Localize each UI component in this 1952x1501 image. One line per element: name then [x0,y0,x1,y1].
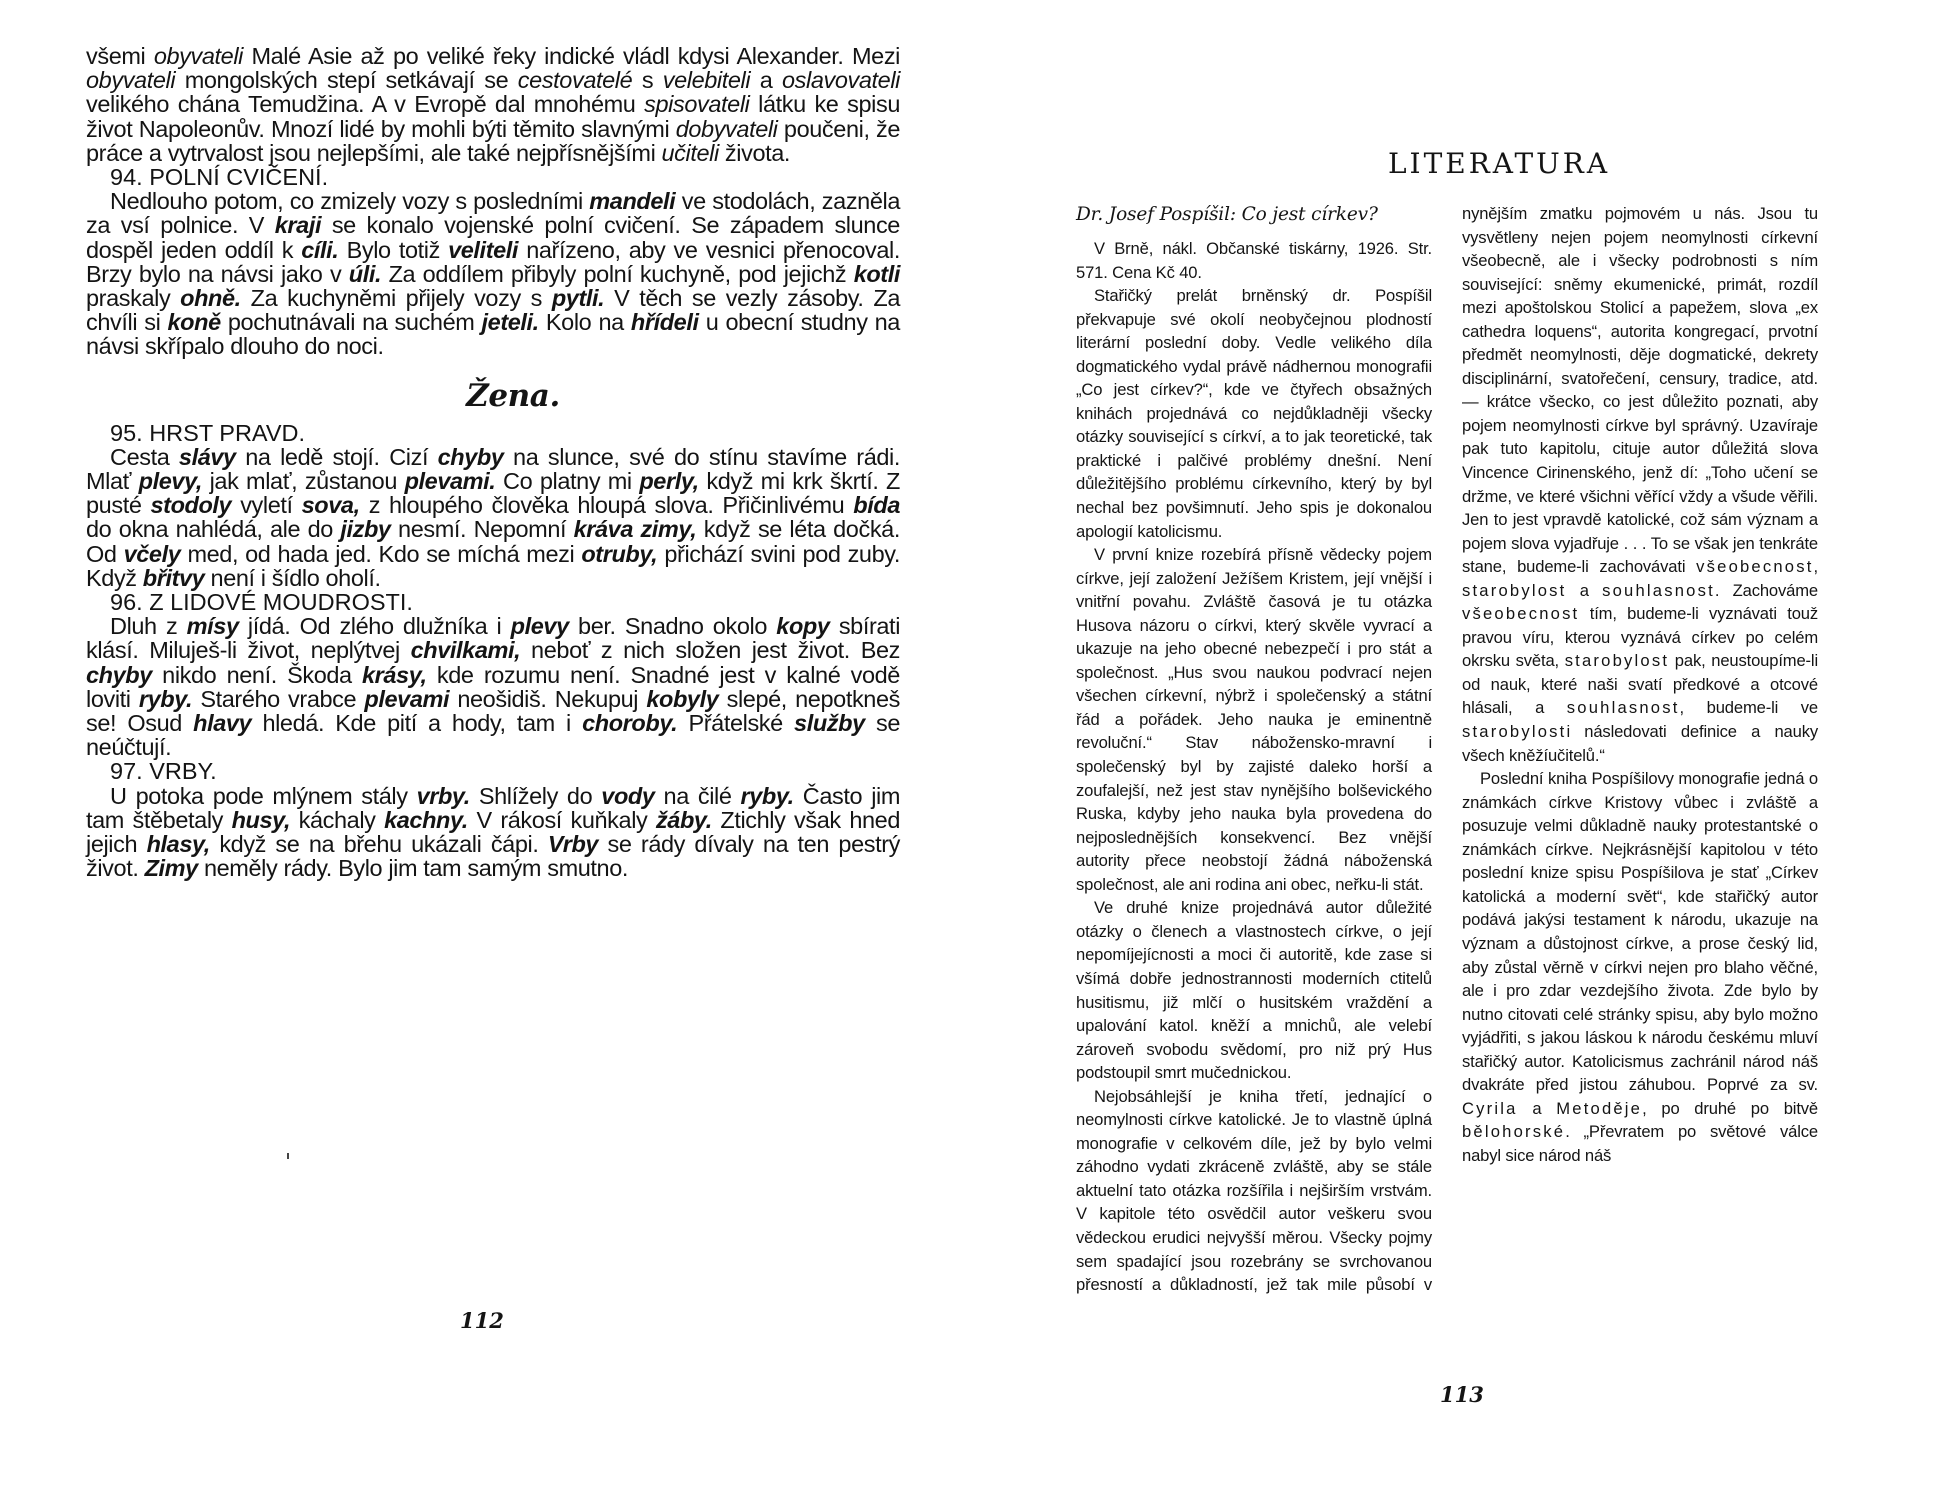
paragraph-intro: všemi obyvateli Malé Asie až po veliké řeky indické vládl kdysi Alexander. Mezi obyvateli mongolských stepí setkávají se cestovatelé s velebiteli a oslavovateli velikého chána Temudžina. A v Evropě dal mnohému spisovateli látku ke spisu život Napoleonův. Mnozí lidé by mohli býti těmito slavnými dobyvateli poučeni, že práce a vytrvalost jsou nejlepšími, ale také nejpřísnějšími učiteli života. [86,43,901,166]
paragraph-95: Cesta slávy na ledě stojí. Cizí chyby na slunce, své do stínu stavíme rádi. Mlať plevy, jak mlať, zůstanou plevami. Co platny mi perly, když mi krk škrtí. Z pusté stodoly vyletí sova, z hloupého člověka hloupá slova. Přičinlivému bída do okna nahlédá, ale do jizby nesmí. Nepomní kráva zimy, když se léta dočká. Od včely med, od hada jed. Kdo se míchá mezi otruby, přichází svini pod zuby. Když břitvy není i šídlo oholí. [86,443,901,591]
review-paragraph-4: Nejobsáhlejší je kniha třetí, jednající o neomylnosti církve katolické. Je to vlastně úplná monografie v celkovém díle, jež by bylo velmi záhodno vydati zkráceně zvláště, aby se stále aktuelní tato otázka rozšířila i nejširším vrstvám. V kapitole této osvědčil autor veškeru svou vědeckou erudici nejvyšší měrou. Všecky pojmy sem spadající jsou rozebrány se svrchovanou přesností a důkladností, jež tak mile působí v nynějším zmatku pojmovém u nás. Jsou tu vysvětleny nejen pojem neomylnosti církevní všeobecně, ale i všecky podrobnosti s ním související: sněmy ekumenické, primát, rozdíl mezi apoštolskou Stolicí a papežem, slova „ex cathedra loquens“, autorita kongregací, prvotní předmět neomylnosti, děje dogmatické, dekrety disciplinární, svatořečení, censury, tradice, atd. — krátce všecko, co jest důležito poznati, aby pojem neomylnosti církve byl správný. Uzavíraje pak tuto kapitolu, cituje autor důležitá slova Vincence Cirinenského, jenž dí: „Toho učení se držme, ve které všichni věřící vždy a všude věřili. Jen to jest vpravdě katolické, což sám význam a pojem slova vyjadřuje . . . To se však jen tenkráte stane, budeme-li zachovávati všeobecnost, starobylost a souhlasnost. Zachováme všeobecnost tím, budeme-li vyznávati touž pravou víru, kterou vyznává církev po celém okrsku světa, starobylost pak, neustoupíme-li od nauk, které naši svatí předkové a otcové hlásali, a souhlasnost, budeme-li ve starobylosti následovati definice a nauky všech kněžíučitelů.“ [1076,204,1818,1295]
heading-95: 95. HRST PRAVD. [110,419,306,446]
heading-94: 94. POLNÍ CVIČENÍ. [110,164,329,191]
left-page-text [86,44,900,881]
right-page [976,0,1952,1501]
paragraph-97: U potoka pode mlýnem stály vrby. Shlížely do vody na čilé ryby. Často jim tam štěbetaly husy, káchaly kachny. V rákosí kuňkaly žáby. Ztichly však hned jejich hlasy, když se na břehu ukázali čápi. Vrby se rády dívaly na ten pestrý život. Zimy neměly rády. Bylo jim tam samým smutno. [86,782,901,882]
page-title: LITERATURA [1387,147,1611,180]
review-paragraph-5: Poslední kniha Pospíšilovy monografie jedná o známkách církve Kristovy vůbec i zvláště a posuzuje velmi důkladně nauky protestantské o známkách církve. Nejkrásnější kapitolou v této poslední knize spisu Pospíšilova je stať „Církev katolická a moderní svět“, kde stařičký autor podává jakýsi testament k národu, ukazuje na význam a důstojnost církve, a prose český lid, aby zůstal věrně v církvi nejen pro blaho věčné, ale i pro zdar vezdejšího života. Zde bylo by nutno citovati celé stránky spisu, aby bylo možno vyjádřiti, s jakou láskou k národu českému mluví stařičký autor. Katolicismus zachránil národ náš dvakráte před jistou záhubou. Poprvé za sv. Cyrila a Metoděje, po druhé po bitvě bělohorské. „Převratem po světové válce nabyl sice národ náš [1462,769,1819,1165]
book-heading: Dr. Josef Pospíšil: Co jest církev? [1076,204,1378,225]
print-speck [287,1153,289,1159]
review-paragraph-1: Stařičký prelát brněnský dr. Pospíšil překvapuje své okolí neobyčejnou plodností literární poslední doby. Vedle velikého díla dogmatického vydal právě nádhernou monografii „Co jest církev?“, kde ve čtyřech obsažných knihách projednává co nejdůkladněji všecky otázky související s církví, a to jak teoretické, tak praktické i palčivé problémy dnešní. Není důležitějšího problému církevního, který by byl nechal bez povšimnutí. Jeho spis je dokonalou apologií katolicismu. [1076,286,1432,541]
review-paragraph-2: V první knize rozebírá přísně vědecky pojem církve, její založení Ježíšem Kristem, její vnější i vnitřní povahu. Zvláště časová je tu otázka Husova názoru o církvi, který skvěle vyvrací a ukazuje na jeho obecné nebezpečí i pro stát a společnost. „Hus svou naukou podvrací nejen všechen církevní, nýbrž i společenský a státní řád a pořádek. Jeho nauka je eminentně revoluční.“ Stav nábožensko-mravní i společenský byl by zajisté daleko horší a zoufalejší, než jest stav nynějšího bolševického Ruska, kdyby jeho nauka byla provedena do nejposlednějších konsekvencí. Bez vnější autority přece neobstojí žádná náboženská společnost, ale ani rodina ani obec, neřku-li stát. [1076,545,1432,894]
review-columns [1076,202,1818,1312]
section-title: Žena. [466,377,560,414]
paragraph-94: Nedlouho potom, co zmizely vozy s posledními mandeli ve stodolách, zazněla za vsí polnice. V kraji se konalo vojenské polní cvičení. Se západem slunce dospěl jeden oddíl k cíli. Bylo totiž veliteli nařízeno, aby ve vesnici přenocoval. Brzy bylo na návsi jako v úli. Za oddílem přibyly polní kuchyně, pod jejichž kotli praskaly ohně. Za kuchyněmi přijely vozy s pytli. V těch se vezly zásoby. Za chvíli si koně pochutnávali na suchém jeteli. Kolo na hřídeli u obecní studny na návsi skřípalo dlouho do noci. [86,188,900,360]
paragraph-96: Dluh z mísy jídá. Od zlého dlužníka i plevy ber. Snadno okolo kopy sbírati klásí. Miluješ-li život, neplýtvej chvilkami, neboť z nich složen jest život. Bez chyby nikdo není. Škoda krásy, kde rozumu není. Snadné jest v kalné vodě loviti ryby. Starého vrabce plevami neošidiš. Nekupuj kobyly slepé, nepotkneš se! Osud hlavy hledá. Kde pití a hody, tam i choroby. Přátelské služby se neúčtují. [86,613,901,761]
heading-97: 97. VRBY. [110,758,217,785]
review-paragraph-3: Ve druhé knize projednává autor důležité otázky o členech a vlastnostech církve, o její nepomíjejícnosti a moci či autoritě, kde zase si všímá dobře jednostrannosti moderních ctitelů husitismu, již mlčí o husitském vraždění a upalování katol. kněží a mnichů, ale velebí zároveň svobodu svědomí, pro niž prý Hus podstoupil smrt mučednickou. [1076,898,1432,1083]
heading-96: 96. Z LIDOVÉ MOUDROSTI. [110,589,413,616]
page-number-right: 113 [1440,1382,1484,1407]
publication-info: V Brně, nákl. Občanské tiskárny, 1926. Str. 571. Cena Kč 40. [1076,239,1432,282]
page-number-left: 112 [460,1308,504,1333]
